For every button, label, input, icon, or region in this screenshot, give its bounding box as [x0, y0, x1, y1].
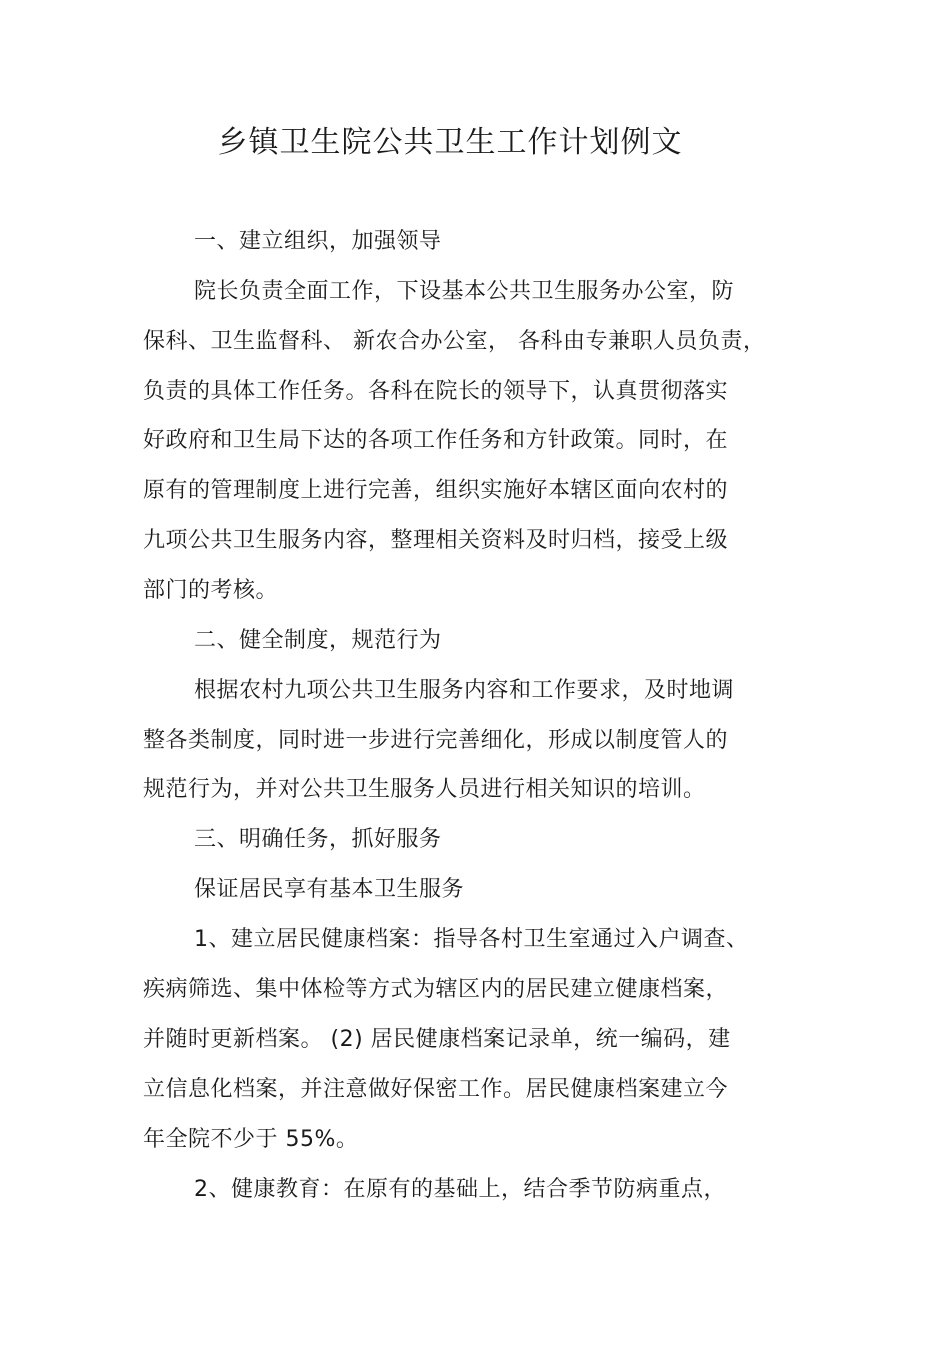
- section-heading-3: 三、明确任务，抓好服务: [194, 827, 442, 852]
- paragraph-line: 疾病筛选、集中体检等方式为辖区内的居民建立健康档案，: [143, 977, 729, 1002]
- paragraph-line: 好政府和卫生局下达的各项工作任务和方针政策。同时，在: [143, 428, 729, 453]
- paragraph-line: 2、健康教育：在原有的基础上，结合季节防病重点，: [194, 1177, 726, 1202]
- paragraph-line: 九项公共卫生服务内容，整理相关资料及时归档，接受上级: [143, 528, 729, 553]
- paragraph-line: 1、建立居民健康档案：指导各村卫生室通过入户调查、: [194, 927, 749, 952]
- paragraph-line: 保科、卫生监督科、 新农合办公室， 各科由专兼职人员负责，: [143, 329, 766, 354]
- paragraph-line: 并随时更新档案。 (2) 居民健康档案记录单，统一编码，建: [143, 1027, 731, 1052]
- section-heading-1: 一、建立组织，加强领导: [194, 229, 442, 254]
- document-title: 乡镇卫生院公共卫生工作计划例文: [217, 125, 683, 160]
- paragraph-line: 院长负责全面工作，下设基本公共卫生服务办公室，防: [194, 279, 735, 304]
- paragraph-line: 根据农村九项公共卫生服务内容和工作要求，及时地调: [194, 678, 735, 703]
- paragraph-line: 规范行为，并对公共卫生服务人员进行相关知识的培训。: [143, 777, 706, 802]
- paragraph-line: 部门的考核。: [143, 578, 279, 603]
- paragraph-line: 负责的具体工作任务。各科在院长的领导下，认真贯彻落实: [143, 379, 729, 404]
- section-heading-2: 二、健全制度，规范行为: [194, 628, 442, 653]
- paragraph-line: 原有的管理制度上进行完善，组织实施好本辖区面向农村的: [143, 478, 729, 503]
- paragraph-line: 年全院不少于 55%。: [143, 1127, 359, 1152]
- paragraph-line: 整各类制度，同时进一步进行完善细化，形成以制度管人的: [143, 728, 729, 753]
- paragraph-line: 立信息化档案，并注意做好保密工作。居民健康档案建立今: [143, 1077, 729, 1102]
- paragraph-line: 保证居民享有基本卫生服务: [194, 877, 465, 902]
